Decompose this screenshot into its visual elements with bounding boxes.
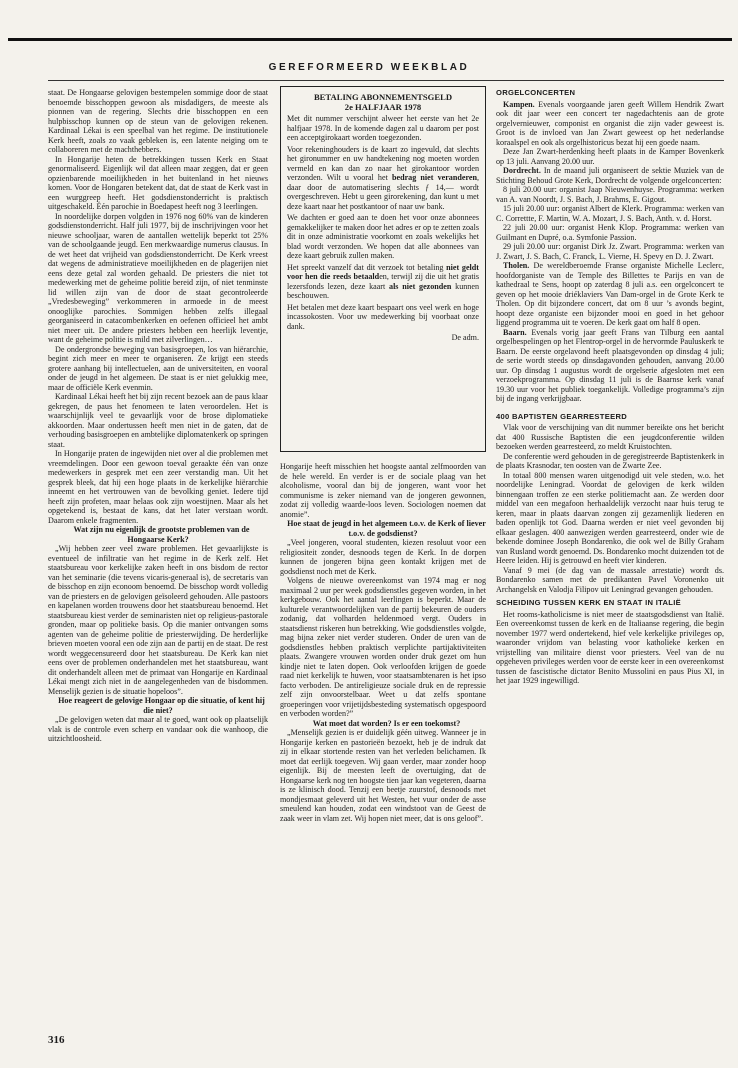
paragraph: „De gelovigen weten dat maar al te goed, want ook op plaatselijk vlak is de controle even scherp en vandaar ook die wanhoop, die uitzichtloosheid. [48,715,268,743]
paragraph: 29 juli 20.00 uur: organist Dirk Jz. Zwart. Programma: werken van J. Zwart, J. S. Bach, C. Franck, L. Vierne, H. Spevy en D. J. Zwart. [496,242,724,261]
paragraph: Hongarije heeft misschien het hoogste aantal zelfmoorden van de hele wereld. En verder is er de sociale plaag van het alcoholisme, vooral dan bij de jongeren, want voor het communisme is zeker niemand van de jongeren gewonnen, zodat zij volledig waarde-loos leven. Sociologen noemen dat anomie”. [280,462,486,519]
notice-subtitle: 2e HALFJAAR 1978 [344,102,422,112]
paragraph: De ondergrondse beweging van basisgroepen, los van hiërarchie, begint zich meer en meer te organiseren. Ze krijgt een steeds grotere aanhang bij intellectuelen, aan de universiteiten, en vooral onder de jeugd in het algemeen. De staat is er niet gelukkig mee, maar de officiële Kerk evenmin. [48,344,268,392]
page-number: 316 [48,1034,65,1046]
paragraph: Met dit nummer verschijnt alweer het eerste van het 2e halfjaar 1978. In de komende dagen zal u daarom per post een acceptgirokaart worden toegezonden. [287,114,479,142]
interview-question: Hoe staat de jeugd in het algemeen t.o.v. de Kerk of liever t.o.v. de godsdienst? [287,519,486,538]
paragraph: 8 juli 20.00 uur: organist Jaap Nieuwenhuyse. Programma: werken van A. van Noordt, J. S. Bach, J. Brahms, E. Gigout. [496,185,724,204]
interview-question: Wat moet dat worden? Is er een toekomst? [312,718,461,728]
subscription-notice-box [280,86,486,452]
column-left [48,88,268,744]
paragraph: „Veel jongeren, vooral studenten, kiezen resoluut voor een religiositeit zonder, desnoods tegen de Kerk. In de dorpen kunnen de jongeren bijna geen kontakt krijgen met de godsdienst noch met de Kerk. [280,538,486,576]
paragraph: „Wij hebben zeer veel zware problemen. Het gevaarlijkste is eventueel de infiltratie van het regime in de Kerk zelf. Het staatsbureau voor kerkelijke zaken heeft in ons bisdom de rector van het seminarie (die tevens vicaris-generaal is), de secretaris van de bisschop en zijn econoom benoemd. De bisschop wordt volledig van de priesters en de gelovigen geïsoleerd gehouden. Alle pastoors en kapelanen worden trouwens door het staatsbureau benoemd. Het staatsbureau kiest verder de seminaristen niet op religieus-pastorale gronden, maar op politieke basis. Op die manier ontvangen soms agenten van de geheime politie de priesterwijding. De herderlijke brieven moeten vooral een ode zijn aan de partij en de staat. De rest wordt weggecensureerd door het staatsbureau. De Kerk kan niet eens over de problemen onderhandelen met het staatsbureau, want dit onderhandelt alleen met de primaat van Hongarije en Kardinaal Lékai mengt zich niet in de aangelegenheden van de bisdommen. Menselijk gezien is de situatie hopeloos”. [48,544,268,696]
paragraph: In Hongarije praten de ingewijden niet over al die problemen met vreemdelingen. Door een gewoon toeval geraakte één van onze medewerkers in gesprek met een zeer verstandig man. Uit het gesprek bleek, dat hij een hoge plaats in de kerkelijke hiërarchie inneemt en het vertrouwen van de bevolking geniet. Iedere tijd heeft zijn profeten, maar helaas ook zijn woestijnen. Maar als het opgetekend is, bestaat de kans, dat het later verstaan wordt. Daarom enkele fragmenten. [48,449,268,525]
masthead-title: GEREFORMEERD WEEKBLAD [268,62,470,73]
paragraph: Het rooms-katholicisme is niet meer de staatsgodsdienst van Italië. Een overeenkomst tussen de kerk en de Italiaanse regering, die begin november 1977 werd ondertekend, hief vele kerkelijke privileges op, waaronder vrijdom van belasting voor katholieke kerken en vrijstelling van militaire dienst voor priesters. Veel van de nu opgeheven privileges werden voor de eerste keer in een overeenkomst tussen de fascistische dictator Benito Mussolini en paus Pius XI, in het jaar 1929 ingewilligd. [496,609,724,685]
top-rule [8,38,732,41]
paragraph: 22 juli 20.00 uur: organist Henk Klop. Programma: werken van Guilmant en Dupré, o.a. Symfonie Passion. [496,223,724,242]
paragraph: Vanaf 9 mei (de dag van de massale arrestatie) wordt ds. Bondarenko samen met de predikanten Pavel Voronenko uit Archangelsk en Valodja Filipov uit Leningrad gevangen gehouden. [496,565,724,594]
paragraph: In Hongarije heten de betrekkingen tussen Kerk en Staat genormaliseerd. Eigenlijk wil dat alleen maar zeggen, dat er geen opzienbarende moeilijkheden in het buitenland in het nieuws komen. Voor de Hongaren betekent dat, dat de staat de Kerk vast in een wurggreep heeft. Het godsdienstonderricht is praktisch uitgeschakeld. Één parochie in Boedapest heeft nog 3 leerlingen. [48,154,268,211]
paragraph: Kardinaal Lékai heeft het bij zijn recent bezoek aan de paus klaar gekregen, de paus het fenomeen te laten veroordelen. Het is waarschijnlijk veel te gevaarlijk voor de brose diplomatieke akkoorden. Maar ondertussen heeft men niet in de gaten, dat de verhouding basisgroepen en ambtelijke diplomatenkerk op springen staat. [48,392,268,449]
paragraph: In totaal 800 mensen waren uitgenodigd uit vele steden, w.o. het noordelijke Leningrad. Voordat de gelovigen de kerk wilden binnengaan troffen ze een sterke politiemacht aan. Ze werden door middel van een megafoon herhaaldelijk verzocht naar huis terug te keren, maar in plaats daarvan zongen zij gezamenlijk liederen en baden openlijk tot God. Daarna werden er niet veel gevonden bij elkaar geslagen. 400 aanwezigen werden gearresteerd, onder wie de bekende dominee Joseph Bondarenko, die ook wel de Billy Graham van Rusland wordt genoemd. Ds. Bondarenko mocht duizenden tot de Heere leiden. Hij is getrouwd en heeft vier kinderen. [496,470,724,565]
column-middle [280,86,486,823]
paragraph: Volgens de nieuwe overeenkomst van 1974 mag er nog maximaal 2 uur per week godsdienstles gegeven worden, in het kerkgebouw. Ook het aantal leerlingen is beperkt. Maar de kulturele verantwoordelijken van de partij bekeuren de ouders zodanig, dat volharden heldenmoed vergt. Ouders in staatsdienst riskeren hun betrekking. Wie godsdienstles volgde, mag bijna zeker niet verder studeren. Onder de uren van de godsdienstles hebben praktisch verplichte partijaktiviteiten plaats. Zwangere vrouwen worden onder druk gezet om hun kindje niet te laten dopen. Ook verloofden krijgen de goede raad niet kerkelijk te huwen, voor staatsambtenaren is het ipso facto verboden. De antireligieuze sociale druk en de repressie zelf zijn onvoorstelbaar. Weet u dat zelfs spontane groeperingen voor vrijetijdsbesteding systematisch opgespoord en verboden worden?” [280,576,486,718]
paragraph: Dordrecht. In de maand juli organiseert de sektie Muziek van de Stichting Behoud Grote Kerk, Dordrecht de volgende orgelconcerten: [496,166,724,185]
section-heading: 400 BAPTISTEN GEARRESTEERD [496,411,628,421]
interview-question: Wat zijn nu eigenlijk de grootste problemen van de Hongaarse Kerk? [73,525,250,544]
header-rule [48,80,724,81]
paragraph: Het betalen met deze kaart bespaart ons veel werk en hoge incassokosten. Voor uw medewerking bij voorbaat onze dank. [287,302,479,331]
paragraph: staat. De Hongaarse gelovigen bestempelen sommige door de staat benoemde bisschoppen gewoon als misdadigers, de meeste als pionnen van de regering. Slechts drie bisschoppen en een hulpbisschop kunnen op de steun van de gelovigen rekenen. Kardinaal Lékai is een speelbal van het regime. De institutionele Kerk heeft, zoals zo vaak gebleken is, een latente neiging om te collaboreren met de machthebbers. [48,88,268,154]
paragraph: Kampen. Evenals voorgaande jaren geeft Willem Hendrik Zwart ook dit jaar weer een concert ter nagedachtenis aan de grote orgelvernieuwer, componist en organist die zijn vader geweest is. Groot is de invloed van Jan Zwart geweest op het nederlandse koraalspel en ook als orgelhistoricus bezat hij een goede naam. [496,99,724,147]
paragraph: In noordelijke dorpen volgden in 1976 nog 60% van de kinderen godsdienstonderricht. Half juli 1977, bij de inschrijvingen voor het nieuwe schooljaar, waren de aantallen wettelijk beperkt tot 25% van de schoolgaande jeugd. Een merkwaardige numerus clausus. In de wet heet dat vrijheid van godsdienstonderricht. De Kerk vreest dat wegens de administratieve moeilijkheden en de plagerijen niet eens deze getal zal worden gehaald. De priesters die niet tot medewerking met de geheime politie bereid zijn, of niet tenminste lid willen zijn van de door de staat gecontroleerde „Vredesbeweging” verkommeren in armoede in de meest onooglijke parochies. Sommigen hebben zelfs illegaal georganiseerd in catacombenkerken en oefenen officieel het ambt niet meer uit. De andere priesters hebben een heerlijk leventje, want de geheime politie is mild met zilverlingen… [48,211,268,344]
notice-signature: De adm. [451,333,479,342]
paragraph: Baarn. Evenals vorig jaar geeft Frans van Tilburg een aantal orgelbespelingen op het Flentrop-orgel in de hervormde Pauluskerk te Baarn. De eerste orgelavond heeft plaatsgevonden op dinsdag 4 juli; de serie wordt steeds op dinsdagavonden gehouden, aanvang 20.00 uur. Op dinsdag 1 augustus wordt de orgelserie afgesloten met een verzoekprogramma. Op dinsdag 11 juli is de Baarnse kerk vanaf 19.30 uur voor het publiek toegankelijk. Volledige programma’s zijn bij de ingang verkrijgbaar. [496,327,724,403]
paragraph: 15 juli 20.00 uur: organist Albert de Klerk. Programma: werken van C. Correttte, F. Martin, W. A. Mozart, J. S. Bach, Anth. v. d. Horst. [496,204,724,223]
notice-title: BETALING ABONNEMENTSGELD [313,92,453,102]
section-heading: SCHEIDING TUSSEN KERK EN STAAT IN ITALIË [496,598,681,607]
paragraph: Vlak voor de verschijning van dit nummer bereikte ons het bericht dat 400 Russische Baptisten die een jeugdconferentie wilden bezoeken werden gearresteerd, zo meldt Kruistochten. [496,423,724,451]
section-heading: ORGELCONCERTEN [496,88,576,97]
paragraph: Het spreekt vanzelf dat dit verzoek tot betaling niet geldt voor hen die reeds betaalden, terwijl zij die uit het gratis lezersfonds lezen, deze kaart als niet gezonden kunnen beschouwen. [287,262,479,300]
paragraph: „Menselijk gezien is er duidelijk géén uitweg. Wanneer je in Hongarije kerken en pastorieën bezoekt, heb je de indruk dat zij in elkaar stortende resten van het verleden belichamen. Ik moet dat eerlijk toegeven. Wij gaan verder, maar zonder hoop eigenlijk. Bij de meesten leeft de overtuiging, dat de Hongaarse kerk nog ten hoogste tien jaar kan vegeteren, daarna is ze klinisch dood. Tenzij een beetje zuurstof, desnoods met mondjesmaat geleverd uit het Westen, het vuur onder de asse smeulend kan houden, zodat een windstoot van de Geest de zaak weer in vlam zet. Wij hopen niet meer, dat is ons geloof”. [280,728,486,823]
paragraph: We dachten er goed aan te doen het voor onze abonnees gemakkelijker te maken door het adres er op te zetten zoals dit in onze administratie voorkomt en zoals wekelijks het blad wordt verzonden. We hopen dat alle abonnees van deze kaart gebruik zullen maken. [287,213,479,260]
paragraph: Voor rekeninghouders is de kaart zo ingevuld, dat slechts het gironummer en uw handtekening nog moeten worden vermeld en kan dan zo naar het girokantoor worden verzonden. Wilt u vooral het bedrag niet veranderen, daar door de automatisering slechts ƒ 14,— wordt overgeschreven. Hebt u geen girorekening, dan kunt u met deze kaart naar het postkantoor of naar uw bank. [287,144,480,211]
column-right [496,88,724,686]
paragraph: Deze Jan Zwart-herdenking heeft plaats in de Kamper Bovenkerk op 13 juli. Aanvang 20.00 uur. [496,147,724,166]
paragraph: De conferentie werd gehouden in de geregistreerde Baptistenkerk in de plaats Krasnodar, ten oosten van de Zwarte Zee. [496,451,724,470]
paragraph: Tholen. De wereldberoemde Franse organiste Michelle Leclerc, hoofdorganiste van de Temple des Billettes te Parijs en van de kathedraal te Sens, hoopt op zaterdag 8 juli a.s. een orgelconcert te geven op het mooie driéklaviers Van Dam-orgel in de Grote Kerk te Tholen. Op dit bijzondere concert, dat om 8 uur ’s avonds begint, hoopt deze organiste een bijzonder mooi en goed in het gehoor liggend programma uit te voeren. De kerk gaat om half 8 open. [496,261,724,327]
interview-question: Hoe reageert de gelovige Hongaar op die situatie, of kent hij die niet? [58,696,265,715]
